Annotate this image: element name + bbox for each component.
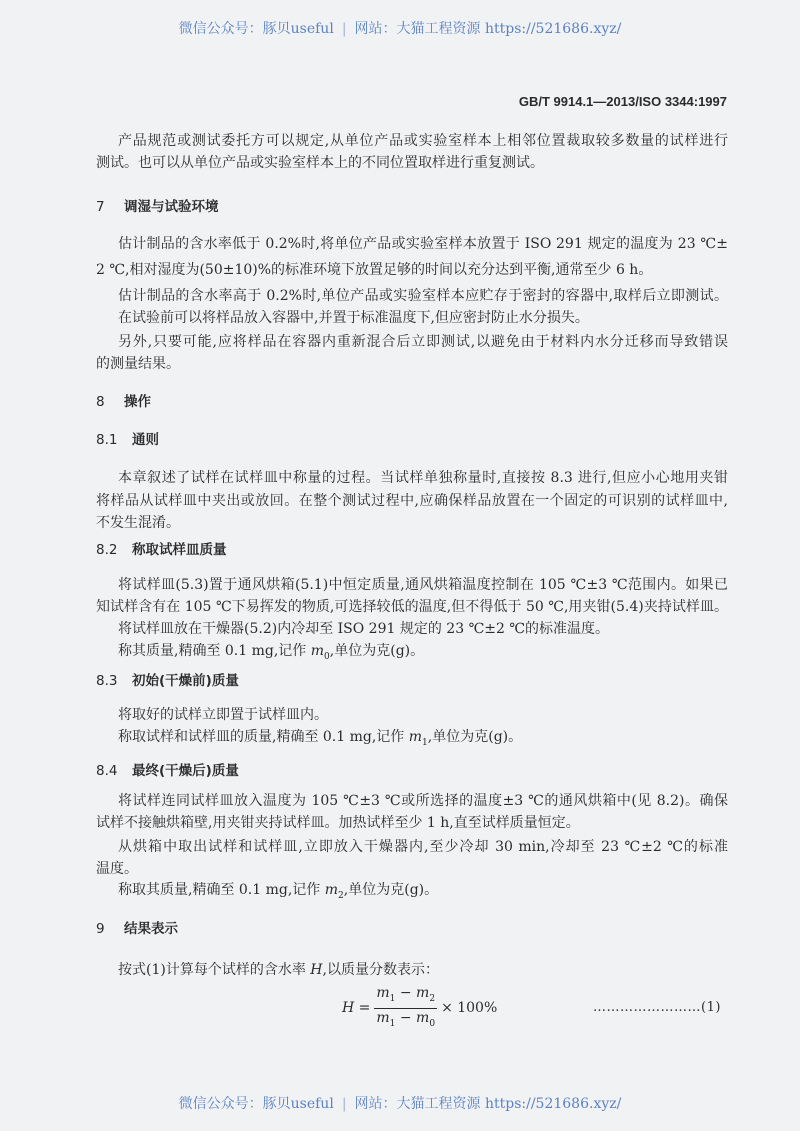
section-number: 7 (96, 199, 105, 215)
watermark-left: 微信公众号：豚贝useful (178, 1096, 334, 1112)
operator: − (395, 984, 417, 1001)
subscript: 0 (324, 651, 330, 662)
paragraph-line: 试样不接触烘箱壁,用夹钳夹持试样皿。加热试样至少 1 h,直至试样质量恒定。 (96, 815, 580, 831)
paragraph-line: 2 ℃,相对湿度为(50±10)%的标准环境下放置足够的时间以充分达到平衡,通常至少 6 h。 (96, 262, 653, 278)
paragraph-line: 产品规范或测试委托方可以规定,从单位产品或实验室样本上相邻位置裁取较多数量的试样进行 (118, 133, 728, 149)
paragraph-line: 估计制品的含水率高于 0.2%时,单位产品或实验室样本应贮存于密封的容器中,取样后立即测试。 (118, 288, 728, 304)
text: ,单位为克(g)。 (427, 729, 523, 745)
section-heading-8-1 (96, 430, 159, 450)
section-title: 初始(干燥前)质量 (132, 673, 239, 689)
section-number: 8.3 (96, 673, 118, 689)
paragraph-line: 本章叙述了试样在试样皿中称量的过程。当试样单独称量时,直接按 8.3 进行,但应小心地用夹钳 (118, 470, 728, 486)
watermark-top (0, 18, 800, 38)
section-number: 8.1 (96, 432, 118, 448)
paragraph-line (118, 960, 439, 980)
text: 称其质量,精确至 0.1 mg,记作 (118, 643, 311, 659)
moisture-formula (342, 984, 498, 1029)
subscript: 2 (429, 993, 436, 1004)
paragraph-line: 的测量结果。 (96, 356, 180, 372)
section-title: 最终(干燥后)质量 (132, 763, 239, 779)
paragraph-line: 测试。也可以从单位产品或实验室样本上的不同位置取样进行重复测试。 (96, 155, 544, 171)
paragraph-line: 估计制品的含水率低于 0.2%时,将单位产品或实验室样本放置于 ISO 291 规定的温度为 23 ℃± (118, 236, 728, 252)
paragraph-line: 将试样皿(5.3)置于通风烘箱(5.1)中恒定质量,通风烘箱温度控制在 105 ℃±3 ℃范围内。如果已 (118, 577, 728, 593)
paragraph-line: 温度。 (96, 861, 138, 877)
section-heading-8-3 (96, 671, 239, 691)
formula-lhs: H = (342, 1000, 371, 1016)
numerator (374, 984, 437, 1009)
variable: m (376, 1009, 390, 1026)
watermark-right: 网站：大猫工程资源 https://521686.xyz/ (354, 21, 622, 37)
subscript: 1 (389, 993, 396, 1004)
paragraph-line: 在试验前可以将样品放入容器中,并置于标准温度下,但应密封防止水分损失。 (118, 310, 589, 326)
paragraph-line: 另外,只要可能,应将样品在容器内重新混合后立即测试,以避免由于材料内水分迁移而导致错误 (118, 334, 728, 350)
subscript: 1 (389, 1018, 396, 1029)
section-title: 通则 (132, 432, 159, 448)
formula-fraction (374, 984, 437, 1033)
section-number: 8.4 (96, 763, 118, 779)
section-heading-7 (96, 197, 219, 217)
text: ,以质量分数表示： (322, 962, 439, 978)
section-title: 结果表示 (124, 921, 178, 937)
text: 称取其质量,精确至 0.1 mg,记作 (118, 882, 325, 898)
text: 称取试样和试样皿的质量,精确至 0.1 mg,记作 (118, 729, 409, 745)
paragraph-line (118, 727, 522, 747)
paragraph-line: 将取好的试样立即置于试样皿内。 (118, 707, 328, 723)
variable: m (376, 984, 390, 1001)
section-number: 8.2 (96, 542, 118, 558)
paragraph-line (118, 641, 424, 661)
text: ,单位为克(g)。 (329, 643, 425, 659)
paragraph-line: 将试样皿放在干燥器(5.2)内冷却至 ISO 291 规定的 23 ℃±2 ℃的标准温度。 (118, 621, 609, 637)
section-heading-8-2 (96, 540, 227, 560)
paragraph-line: 不发生混淆。 (96, 515, 180, 531)
section-title: 称取试样皿质量 (132, 542, 227, 558)
standard-number: GB/T 9914.1—2013/ISO 3344:1997 (518, 94, 727, 109)
watermark-bottom (0, 1093, 800, 1113)
denominator (376, 1009, 435, 1033)
formula-multiplier: × 100% (441, 1000, 498, 1016)
variable: m (310, 643, 325, 659)
subscript: 1 (422, 737, 428, 748)
section-number: 9 (96, 921, 105, 937)
watermark-separator: | (341, 21, 347, 37)
paragraph-line (118, 880, 438, 900)
paragraph-line: 知试样含有在 105 ℃下易挥发的物质,可选择较低的温度,但不得低于 50 ℃,用夹钳(5.4)夹持试样皿。 (96, 599, 728, 615)
variable: m (408, 729, 423, 745)
section-heading-8 (96, 392, 151, 412)
subscript: 0 (429, 1018, 436, 1029)
variable: m (416, 984, 430, 1001)
section-title: 操作 (124, 394, 151, 410)
paragraph-line: 将试样连同试样皿放入温度为 105 ℃±3 ℃或所选择的温度±3 ℃的通风烘箱中(见 8.2)。确保 (118, 793, 728, 809)
subscript: 2 (338, 890, 344, 901)
text: ,单位为克(g)。 (343, 882, 439, 898)
watermark-separator: | (341, 1096, 347, 1112)
watermark-right: 网站：大猫工程资源 https://521686.xyz/ (354, 1096, 622, 1112)
variable: H (310, 962, 323, 978)
section-number: 8 (96, 394, 105, 410)
variable: m (416, 1009, 430, 1026)
variable: m (324, 882, 339, 898)
section-title: 调湿与试验环境 (124, 199, 219, 215)
operator: − (395, 1009, 417, 1026)
equation-number: ……………………(1) (593, 1000, 721, 1015)
section-heading-8-4 (96, 761, 239, 781)
section-heading-9 (96, 919, 178, 939)
paragraph-line: 从烘箱中取出试样和试样皿,立即放入干燥器内,至少冷却 30 min,冷却至 23 ℃±2 ℃的标准 (118, 839, 728, 855)
watermark-left: 微信公众号：豚贝useful (178, 21, 334, 37)
paragraph-line: 将样品从试样皿中夹出或放回。在整个测试过程中,应确保样品放置在一个固定的可识别的试样皿中, (96, 493, 728, 509)
text: 按式(1)计算每个试样的含水率 (118, 962, 311, 978)
